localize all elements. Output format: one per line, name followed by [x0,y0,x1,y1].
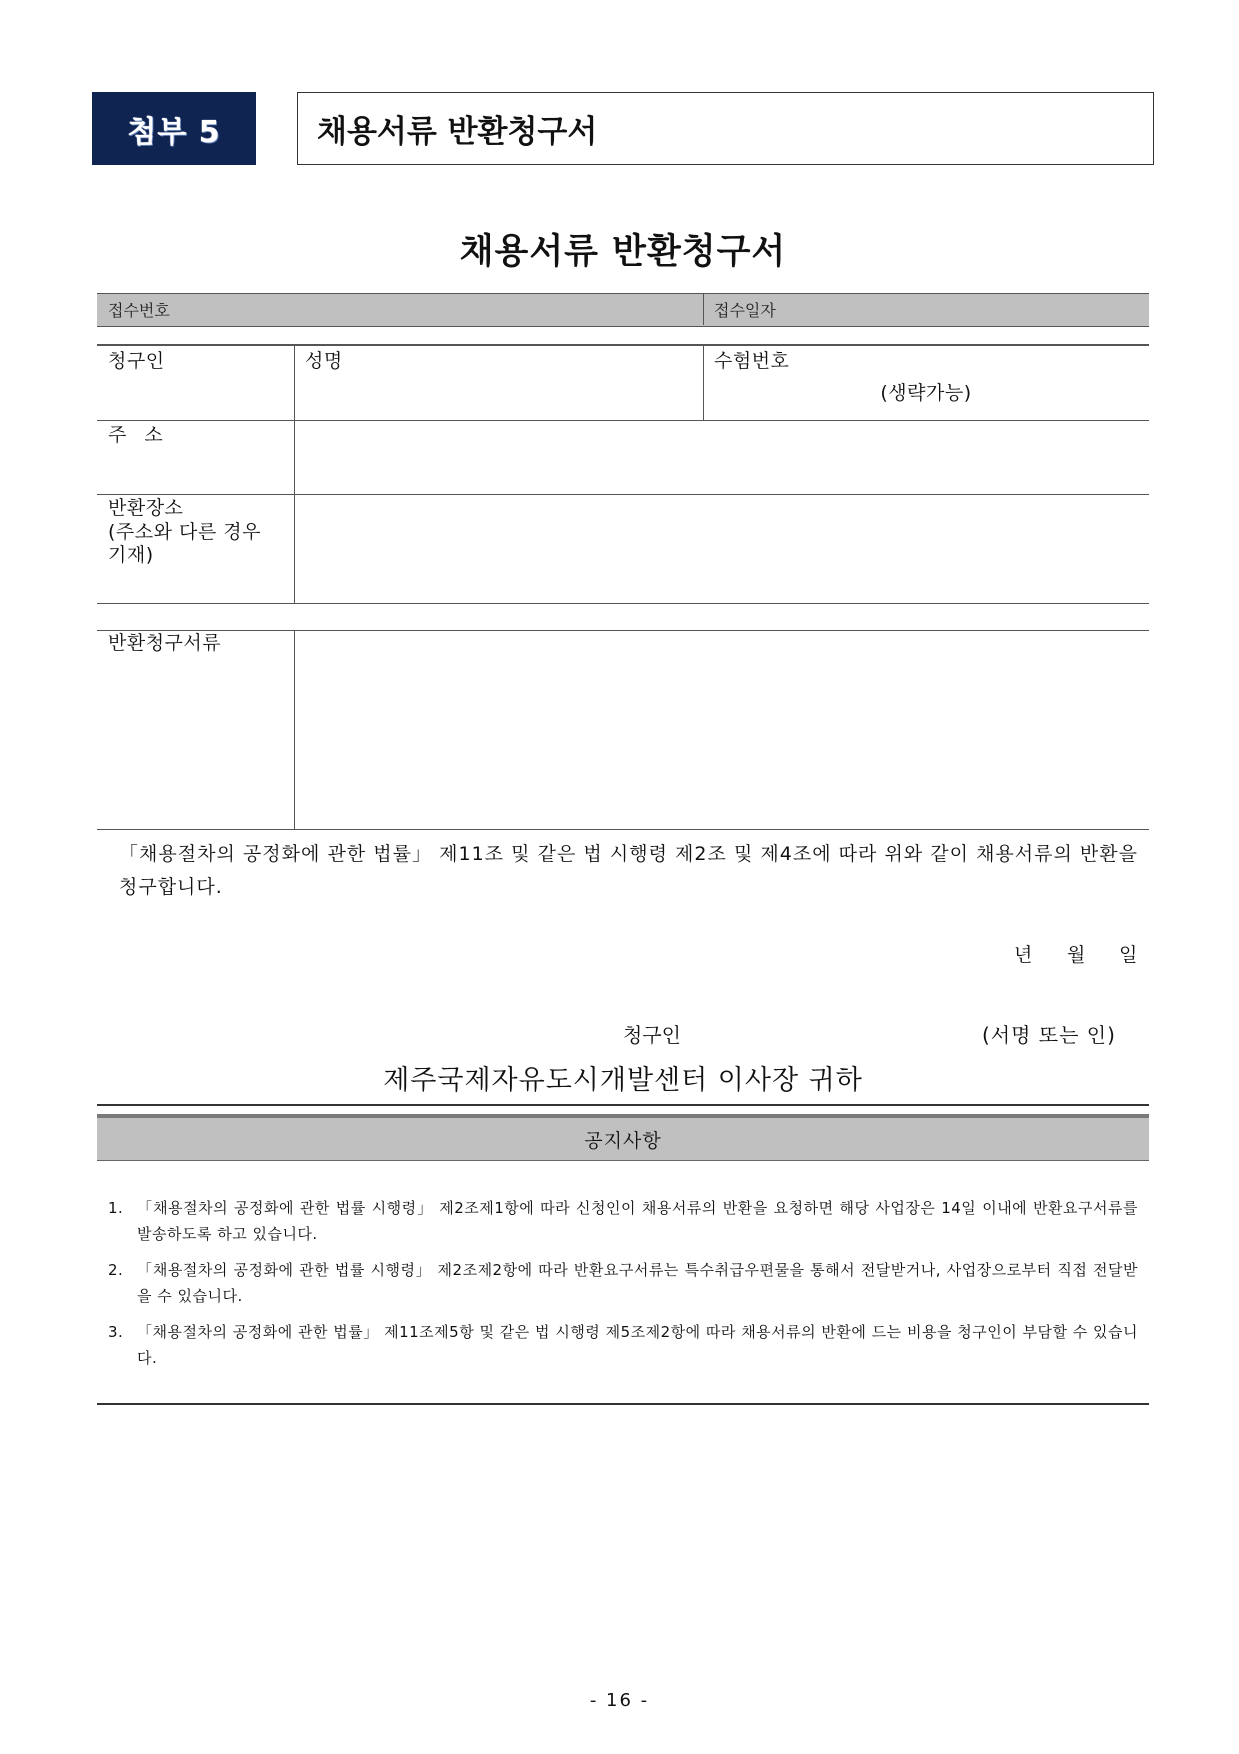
list-item [108,1319,1138,1371]
form-title: 채용서류 반환청구서 [459,232,787,272]
list-item-number: 1. [108,1199,124,1217]
claimant-section [97,344,1149,604]
documents-label: 반환청구서류 [108,632,222,654]
documents-section [97,630,1149,830]
page-number: - 16 - [589,1690,650,1711]
exam-number-note: (생략가능) [880,382,972,404]
notice-title: 공지사항 [584,1129,662,1152]
list-item-text: 「채용절차의 공정화에 관한 법률 시행령」 제2조제1항에 따라 신청인이 채용서류의 반환을 요청하면 해당 사업장은 14일 이내에 반환요구서류를 발송하도록 하고 있습니다. [137,1199,1138,1243]
attachment-badge: 첨부 5 [92,92,256,165]
divider [97,1104,1149,1106]
receipt-date-label: 접수일자 [714,301,776,320]
recipient: 제주국제자유도시개발센터 이사장 귀하 [383,1065,863,1096]
list-item [108,1195,1138,1247]
label-column-divider [294,631,295,829]
list-item-number: 3. [108,1323,124,1341]
signature-note: (서명 또는 인) [982,1023,1116,1047]
receipt-divider [703,294,704,325]
list-item-text: 「채용절차의 공정화에 관한 법률」 제11조제5항 및 같은 법 시행령 제5조제2항에 따라 채용서류의 반환에 드는 비용을 청구인이 부담할 수 있습니다. [137,1323,1138,1367]
row-divider [97,494,1149,495]
divider [97,1403,1149,1405]
receipt-row [97,293,1149,327]
list-item-text: 「채용절차의 공정화에 관한 법률 시행령」 제2조제2항에 따라 반환요구서류는 특수취급우편물을 통해서 전달받거나, 사업장으로부터 직접 전달받을 수 있습니다. [137,1261,1138,1305]
request-statement: 「채용절차의 공정화에 관한 법률」 제11조 및 같은 법 시행령 제2조 및 제4조에 따라 위와 같이 채용서류의 반환을 청구합니다. [119,843,1138,898]
list-item [108,1257,1138,1309]
exam-number-label: 수험번호 [714,350,790,372]
signature-label: 청구인 [623,1023,681,1047]
date-day: 일 [1119,944,1138,966]
return-place-note-line: (주소와 다른 경우 [108,521,261,543]
row-divider [97,420,1149,421]
label-column-divider [294,346,295,604]
name-label: 성명 [305,350,343,372]
date-year: 년 [1014,944,1033,966]
return-place-label: 반환장소 [108,497,184,519]
section-title-box [297,92,1154,165]
date-month: 월 [1067,944,1086,966]
list-item-number: 2. [108,1261,124,1279]
notice-list [108,1195,1138,1381]
notice-header [97,1114,1149,1161]
section-title: 채용서류 반환청구서 [317,114,598,150]
receipt-number-label: 접수번호 [108,301,170,320]
return-place-note-line: 기재) [108,544,154,566]
claimant-label: 청구인 [108,350,165,372]
address-label: 주 소 [108,424,169,446]
